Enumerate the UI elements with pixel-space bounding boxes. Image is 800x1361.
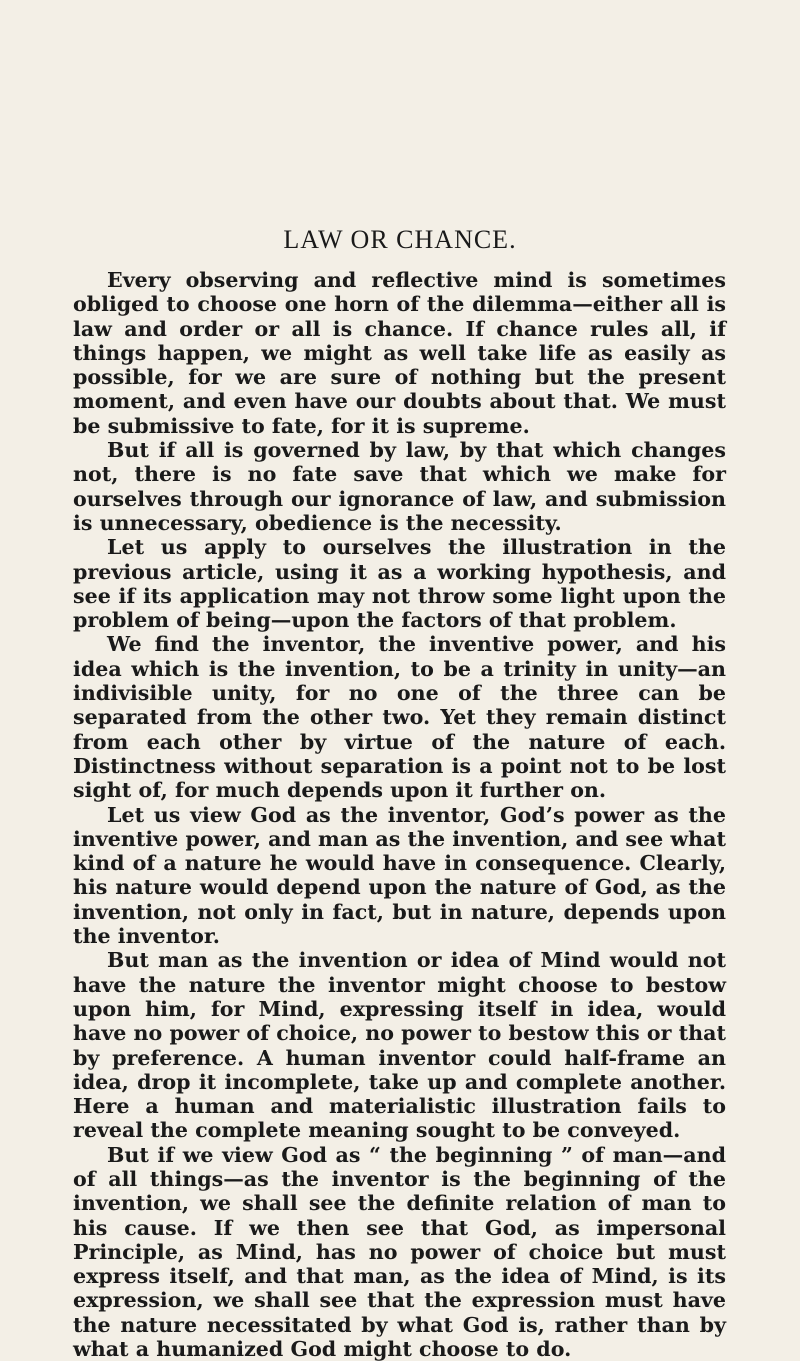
paragraph: Every observing and reflective mind is sometimes obliged to choose one horn of the dilemma—either all is law and order or all is chance. If chance rules all, if things happen, we might as well take life as easily as possible, for we are sure of nothing but the present moment, and even have our doubts about that. We must be submissive to fate, for it is supreme.: [73, 268, 726, 438]
paragraph: Let us apply to ourselves the illustration in the previous article, using it as a working hypothesis, and see if its application may not throw some light upon the problem of being—upon the factors of that problem.: [73, 535, 726, 633]
paragraph: Let us view God as the inventor, God’s power as the inventive power, and man as the invention, and see what kind of a nature he would have in consequence. Clearly, his nature would depend upon the nature of God, as the invention, not only in fact, but in nature, depends upon the inventor.: [73, 802, 726, 949]
paragraph: But if all is governed by law, by that which changes not, there is no fate save that which we make for ourselves through our ignorance of law, and submission is unnecessary, obedience is the necessity.: [73, 438, 726, 535]
paragraph: But if we view God as “ the beginning ” of man—and of all things—as the inventor is the beginning of the invention, we shall see the definite relation of man to his cause. If we then see that God, as impersonal Principle, as Mind, has no power of choice but must express itself, and that man, as the idea of Mind, is its expression, we shall see that the expression must have the nature necessitated by what God is, rather than by what a humanized God might choose to do.: [73, 1142, 726, 1361]
chapter-title: LAW OR CHANCE.: [283, 225, 517, 254]
chapter-body: [73, 268, 726, 1361]
paragraph: We find the inventor, the inventive power, and his idea which is the invention, to be a trinity in unity—an indivisible unity, for no one of the three can be separated from the other two. Yet they remain distinct from each other by virtue of the nature of each. Distinctness without separation is a point not to be lost sight of, for much depends upon it further on.: [73, 632, 726, 803]
paragraph: But man as the invention or idea of Mind would not have the nature the inventor might choose to bestow upon him, for Mind, expressing itself in idea, would have no power of choice, no power to bestow this or that by preference. A human inventor could half-frame an idea, drop it incomplete, take up and complete another. Here a human and materialistic illustration fails to reveal the complete meaning sought to be conveyed.: [73, 948, 726, 1143]
